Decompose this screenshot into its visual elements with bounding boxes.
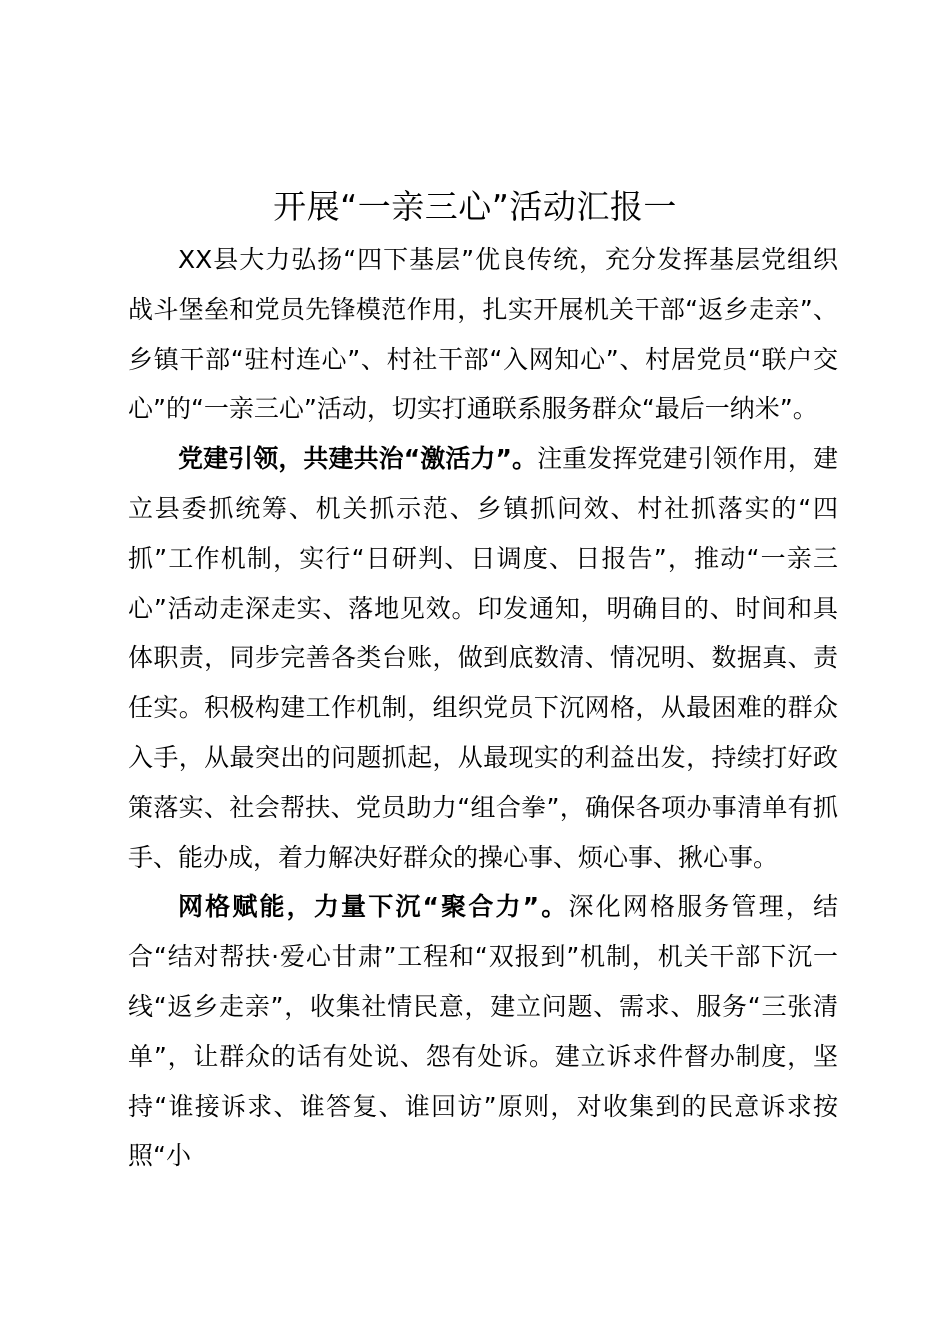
paragraph-party-building-text: 注重发挥党建引领作用，建立县委抓统筹、机关抓示范、乡镇抓问效、村社抓落实的“四抓”工作机制，实行“日研判、日调度、日报告”，推动“一亲三心”活动走深走实、落地见效。印发通知，明确目的、时间和具体职责，同步完善各类台账，做到底数清、情况明、数据真、责任实。积极构建工作机制，组织党员下沉网格，从最困难的群众入手，从最突出的问题抓起，从最现实的利益出发，持续打好政策落实、社会帮扶、党员助力“组合拳”，确保各项办事清单有抓手、能办成，着力解决好群众的操心事、烦心事、揪心事。 — [128, 444, 838, 872]
paragraph-intro — [128, 235, 838, 434]
paragraph-intro-text: XX县大力弘扬“四下基层”优良传统，充分发挥基层党组织战斗堡垒和党员先锋模范作用，扎实开展机关干部“返乡走亲”、乡镇干部“驻村连心”、村社干部“入网知心”、村居党员“联户交心”的“一亲三心”活动，切实打通联系服务群众“最后一纳米”。 — [128, 245, 838, 424]
document-body — [128, 235, 838, 1181]
paragraph-party-building — [128, 434, 838, 882]
paragraph-grid-empowerment-lead: 网格赋能，力量下沉“聚合力”。 — [178, 892, 569, 922]
document-title: 开展“一亲三心”活动汇报一 — [273, 187, 677, 226]
paragraph-grid-empowerment-text: 深化网格服务管理，结合“结对帮扶·爱心甘肃”工程和“双报到”机制，机关干部下沉一线“返乡走亲”，收集社情民意，建立问题、需求、服务“三张清单”，让群众的话有处说、怨有处诉。建立诉求件督办制度，坚持“谁接诉求、谁答复、谁回访”原则，对收集到的民意诉求按照“小 — [128, 892, 838, 1171]
paragraph-party-building-lead: 党建引领，共建共治“激活力”。 — [178, 444, 538, 474]
paragraph-grid-empowerment — [128, 882, 838, 1181]
